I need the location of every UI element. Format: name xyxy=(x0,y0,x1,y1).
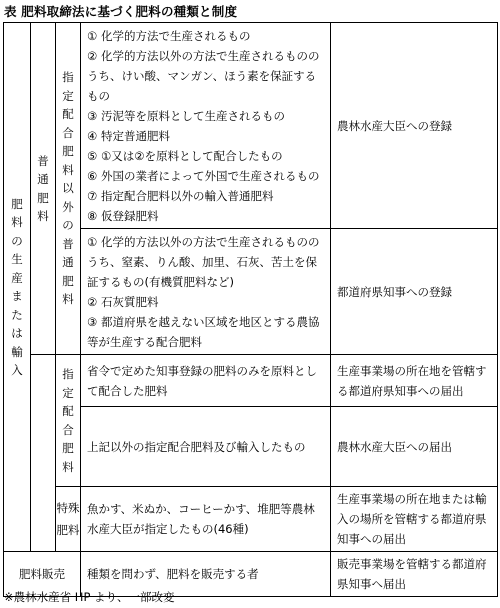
section5-desc: 魚かす、米ぬか、コーヒーかす、堆肥等農林水産大臣が指定したもの(46種) xyxy=(81,487,331,552)
list-item: ① 化学的方法で生産されるもの xyxy=(87,29,251,43)
list-item: ④ 特定普通肥料 xyxy=(87,129,170,143)
category-production-import xyxy=(4,23,31,552)
vertical-label: 指 定 配 合 肥 料 xyxy=(62,367,74,474)
section5-authority: 生産事業場の所在地または輸入の場所を管轄する都道府県知事への届出 xyxy=(331,487,498,552)
section6-authority: 販売事業場を管轄する都道府県知事へ届出 xyxy=(331,552,498,597)
category-designated-blend xyxy=(56,355,81,487)
list-item: ③ 都道府県を越えない区域を地区とする農協等が生産する配合肥料 xyxy=(87,315,320,349)
list-item: ⑧ 仮登録肥料 xyxy=(87,209,159,223)
section2-items xyxy=(81,229,331,355)
vertical-label: 肥 料 の 生 産 ま た は 輸 入 xyxy=(11,196,23,377)
list-item: ② 石灰質肥料 xyxy=(87,295,159,309)
category-ordinary-fertilizer xyxy=(31,23,56,355)
special-label: 特殊 肥料 xyxy=(56,501,80,537)
list-item: ① 化学的方法以外の方法で生産されるもののうち、窒素、りん酸、加里、石灰、苦土を保証するもの(有機質肥料など) xyxy=(87,235,320,289)
vertical-label: 指 定 配 合 肥 料 以 外 の 普 通 肥 料 xyxy=(62,70,74,307)
blank-cell xyxy=(31,355,56,487)
section4-authority: 農林水産大臣への届出 xyxy=(331,407,498,487)
list-item: ③ 汚泥等を原料として生産されるもの xyxy=(87,109,285,123)
category-non-designated xyxy=(56,23,81,355)
category-special-fertilizer xyxy=(56,487,81,552)
category-sales: 肥料販売 xyxy=(4,552,81,597)
fertilizer-table xyxy=(3,22,498,597)
list-item: ⑦ 指定配合肥料以外の輸入普通肥料 xyxy=(87,189,274,203)
section1-authority: 農林水産大臣への登録 xyxy=(331,23,498,229)
table-title: 表 肥料取締法に基づく肥料の種類と制度 xyxy=(4,4,238,19)
section4-desc: 上記以外の指定配合肥料及び輸入したもの xyxy=(81,407,331,487)
section3-authority: 生産事業場の所在地を管轄する都道府県知事への届出 xyxy=(331,355,498,407)
section3-desc: 省令で定めた知事登録の肥料のみを原料として配合した肥料 xyxy=(81,355,331,407)
section2-authority: 都道府県知事への登録 xyxy=(331,229,498,355)
list-item: ⑥ 外国の業者によって外国で生産されるもの xyxy=(87,169,320,183)
list-item: ⑤ ①又は②を原料として配合したもの xyxy=(87,149,283,163)
vertical-label: 普 通 肥 料 xyxy=(37,153,49,223)
section1-items xyxy=(81,23,331,229)
section6-desc: 種類を問わず、肥料を販売する者 xyxy=(81,552,331,597)
footnote: ※農林水産省 HP より、一部改変 xyxy=(4,590,175,604)
list-item: ② 化学的方法以外の方法で生産されるもののうち、けい酸、マンガン、ほう素を保証するもの xyxy=(87,49,320,103)
blank-cell xyxy=(31,487,56,552)
